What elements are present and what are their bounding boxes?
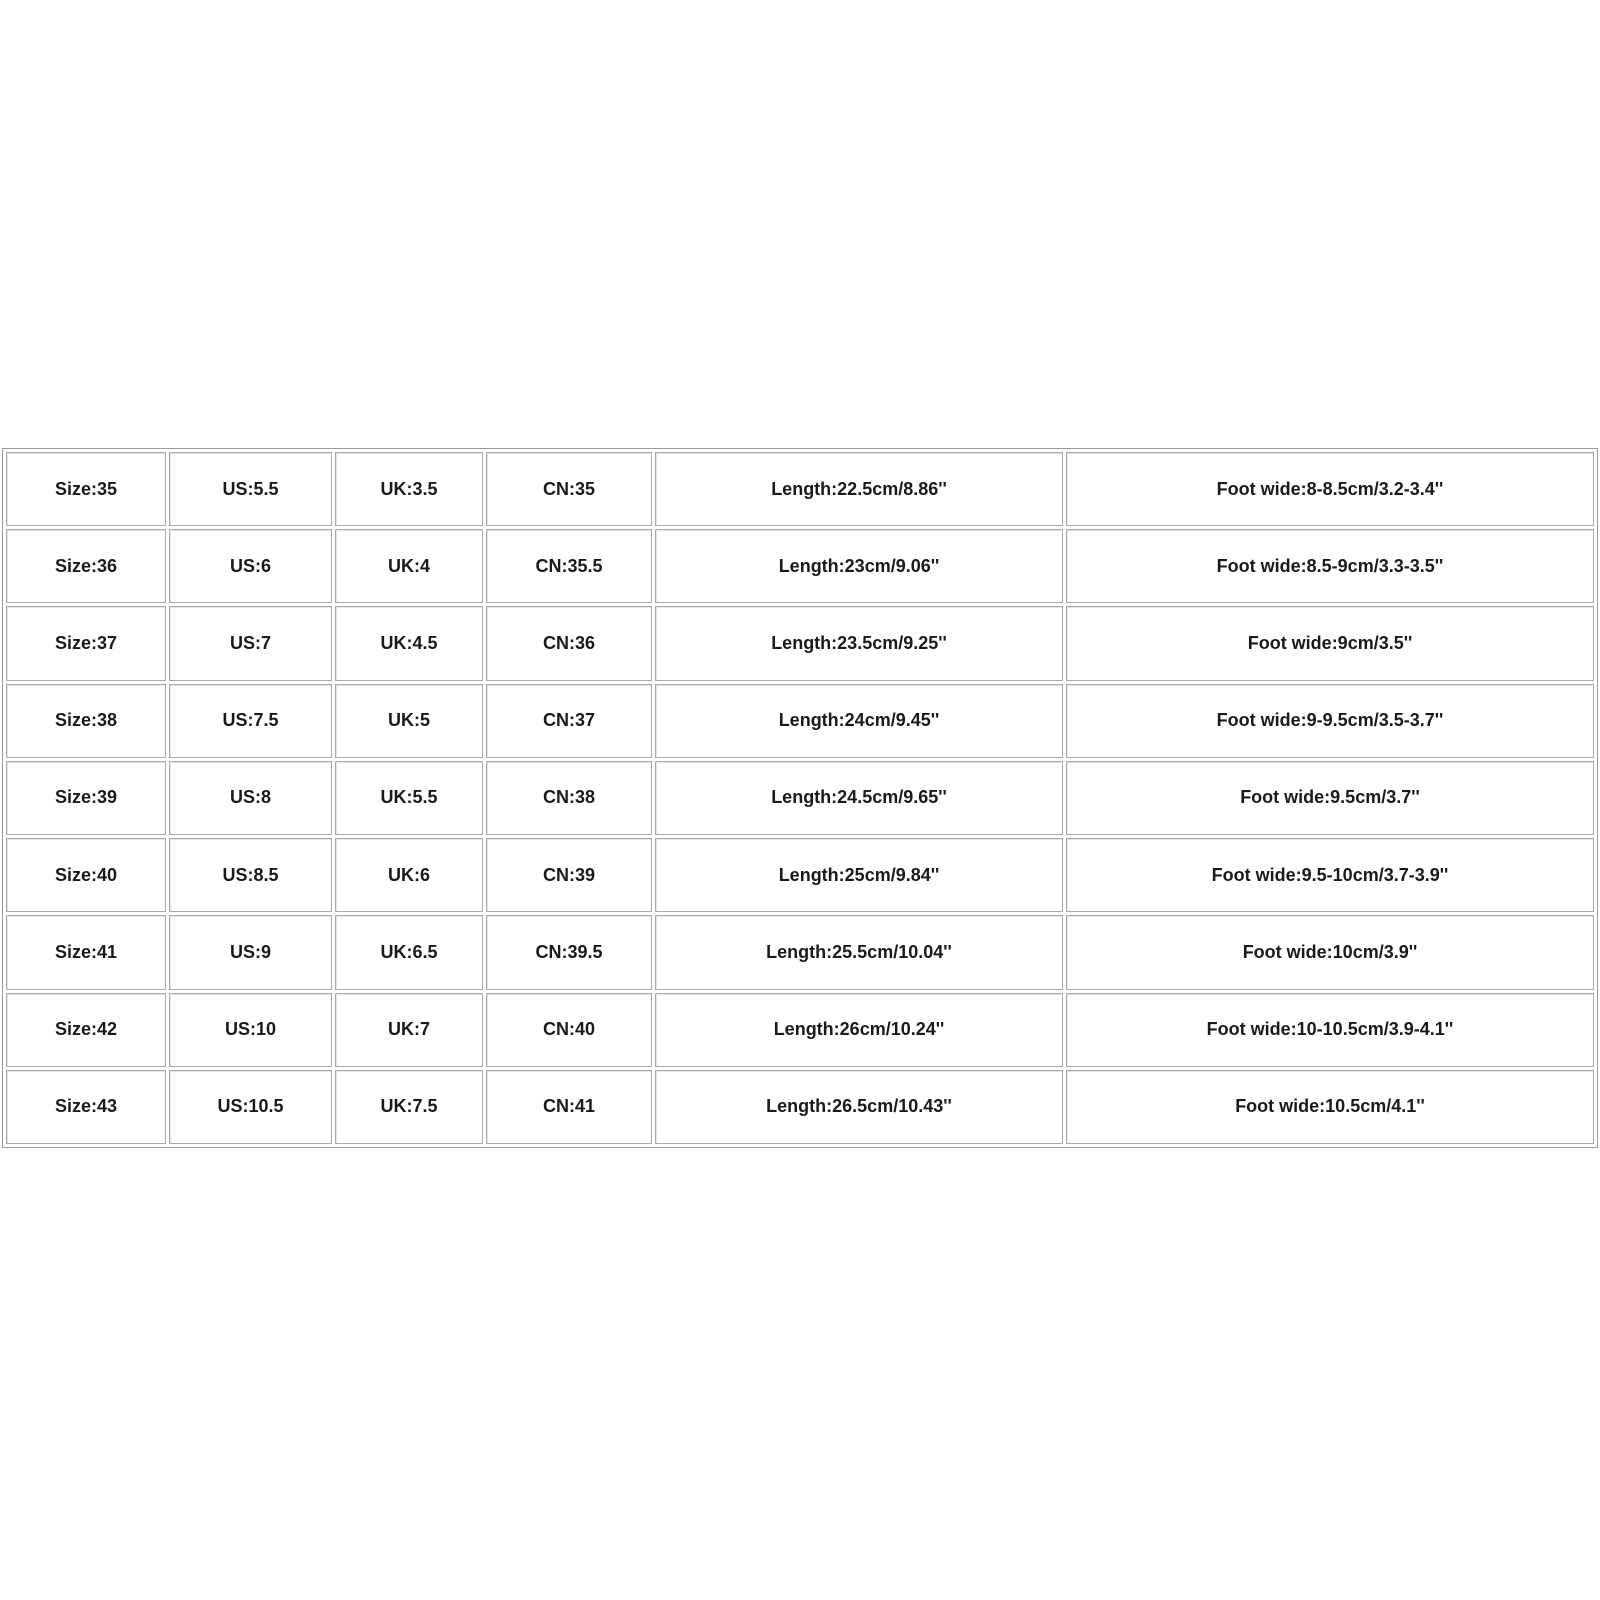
- size-cell: Size:36: [6, 529, 166, 603]
- foot-length-cell: Length:24cm/9.45'': [655, 684, 1063, 758]
- table-row: [6, 452, 1594, 526]
- table-row: [6, 915, 1594, 989]
- foot-length-cell: Length:26.5cm/10.43'': [655, 1070, 1063, 1144]
- cn-size-cell: CN:37: [486, 684, 652, 758]
- foot-length-cell: Length:25.5cm/10.04'': [655, 915, 1063, 989]
- uk-size-cell: UK:7.5: [335, 1070, 483, 1144]
- foot-width-cell: Foot wide:10cm/3.9'': [1066, 915, 1594, 989]
- foot-width-cell: Foot wide:8-8.5cm/3.2-3.4'': [1066, 452, 1594, 526]
- cn-size-cell: CN:41: [486, 1070, 652, 1144]
- us-size-cell: US:8.5: [169, 838, 332, 912]
- size-cell: Size:40: [6, 838, 166, 912]
- us-size-cell: US:5.5: [169, 452, 332, 526]
- foot-length-cell: Length:26cm/10.24'': [655, 993, 1063, 1067]
- foot-width-cell: Foot wide:8.5-9cm/3.3-3.5'': [1066, 529, 1594, 603]
- uk-size-cell: UK:7: [335, 993, 483, 1067]
- us-size-cell: US:8: [169, 761, 332, 835]
- uk-size-cell: UK:4: [335, 529, 483, 603]
- table-row: [6, 838, 1594, 912]
- us-size-cell: US:9: [169, 915, 332, 989]
- table-row: [6, 529, 1594, 603]
- us-size-cell: US:10.5: [169, 1070, 332, 1144]
- size-cell: Size:42: [6, 993, 166, 1067]
- foot-width-cell: Foot wide:9.5-10cm/3.7-3.9'': [1066, 838, 1594, 912]
- table-row: [6, 1070, 1594, 1144]
- size-cell: Size:38: [6, 684, 166, 758]
- cn-size-cell: CN:40: [486, 993, 652, 1067]
- us-size-cell: US:7.5: [169, 684, 332, 758]
- foot-width-cell: Foot wide:9.5cm/3.7'': [1066, 761, 1594, 835]
- size-chart-body: [6, 452, 1594, 1144]
- cn-size-cell: CN:39.5: [486, 915, 652, 989]
- us-size-cell: US:6: [169, 529, 332, 603]
- cn-size-cell: CN:38: [486, 761, 652, 835]
- uk-size-cell: UK:6: [335, 838, 483, 912]
- table-row: [6, 761, 1594, 835]
- foot-length-cell: Length:23cm/9.06'': [655, 529, 1063, 603]
- size-cell: Size:35: [6, 452, 166, 526]
- size-chart-table: [3, 449, 1597, 1147]
- cn-size-cell: CN:35: [486, 452, 652, 526]
- us-size-cell: US:7: [169, 606, 332, 680]
- foot-length-cell: Length:23.5cm/9.25'': [655, 606, 1063, 680]
- foot-length-cell: Length:24.5cm/9.65'': [655, 761, 1063, 835]
- foot-width-cell: Foot wide:10.5cm/4.1'': [1066, 1070, 1594, 1144]
- us-size-cell: US:10: [169, 993, 332, 1067]
- foot-width-cell: Foot wide:9cm/3.5'': [1066, 606, 1594, 680]
- foot-width-cell: Foot wide:9-9.5cm/3.5-3.7'': [1066, 684, 1594, 758]
- table-row: [6, 684, 1594, 758]
- uk-size-cell: UK:5.5: [335, 761, 483, 835]
- table-row: [6, 993, 1594, 1067]
- uk-size-cell: UK:3.5: [335, 452, 483, 526]
- cn-size-cell: CN:36: [486, 606, 652, 680]
- size-cell: Size:37: [6, 606, 166, 680]
- uk-size-cell: UK:5: [335, 684, 483, 758]
- foot-width-cell: Foot wide:10-10.5cm/3.9-4.1'': [1066, 993, 1594, 1067]
- size-cell: Size:41: [6, 915, 166, 989]
- foot-length-cell: Length:22.5cm/8.86'': [655, 452, 1063, 526]
- size-cell: Size:39: [6, 761, 166, 835]
- cn-size-cell: CN:35.5: [486, 529, 652, 603]
- foot-length-cell: Length:25cm/9.84'': [655, 838, 1063, 912]
- uk-size-cell: UK:6.5: [335, 915, 483, 989]
- table-row: [6, 606, 1594, 680]
- size-chart: [2, 448, 1598, 1148]
- size-cell: Size:43: [6, 1070, 166, 1144]
- uk-size-cell: UK:4.5: [335, 606, 483, 680]
- cn-size-cell: CN:39: [486, 838, 652, 912]
